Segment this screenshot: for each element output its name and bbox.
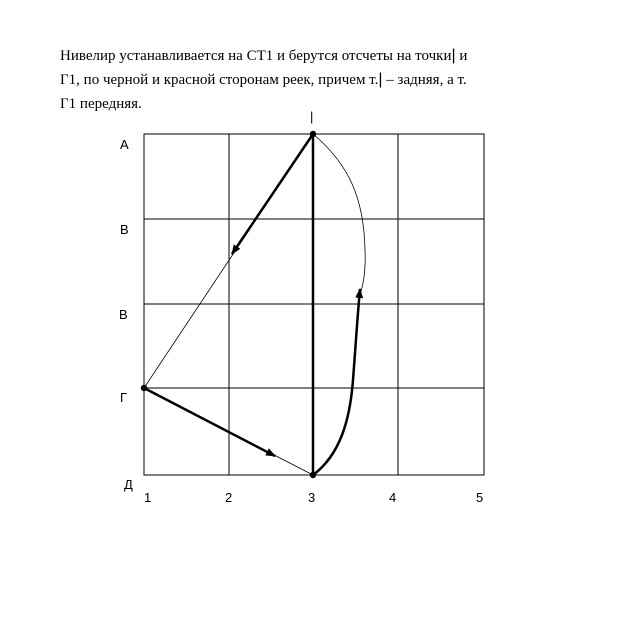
line2-text: Г1, по черной и красной сторонам реек, причем т.: [60, 72, 379, 88]
row-label-v: В: [119, 307, 128, 322]
point-one-symbol-2: |: [378, 71, 383, 88]
row-label-g: Г: [120, 390, 128, 405]
point-one-symbol: |: [451, 47, 456, 64]
col-label-3: 3: [308, 490, 316, 505]
point-g1: [141, 385, 147, 391]
line2-dash: –: [382, 72, 398, 88]
row-label-d: Д: [124, 477, 133, 492]
col-label-5: 5: [476, 490, 484, 505]
arrow-top-to-left: [232, 134, 313, 254]
line1-text: Нивелир устанавливается на СТ1 и берутся отсчеты на точки: [60, 48, 452, 64]
point-bottom: [310, 472, 316, 478]
col-label-1: 1: [144, 490, 152, 505]
arrow-g-to-bottom: [144, 388, 275, 456]
thin-curve-right: [313, 134, 365, 295]
line2-end: задняя, а т.: [397, 72, 467, 88]
row-label-b: В: [120, 222, 129, 237]
row-label-a: А: [120, 137, 129, 152]
arrow-bottom-curve-up: [313, 289, 360, 475]
point-top: [310, 131, 316, 137]
col-label-4: 4: [389, 490, 397, 505]
line3-text: Г1 передняя.: [60, 96, 142, 112]
line1-end: и: [455, 48, 468, 64]
col-label-2: 2: [225, 490, 233, 505]
top-point-label: |: [310, 109, 314, 124]
